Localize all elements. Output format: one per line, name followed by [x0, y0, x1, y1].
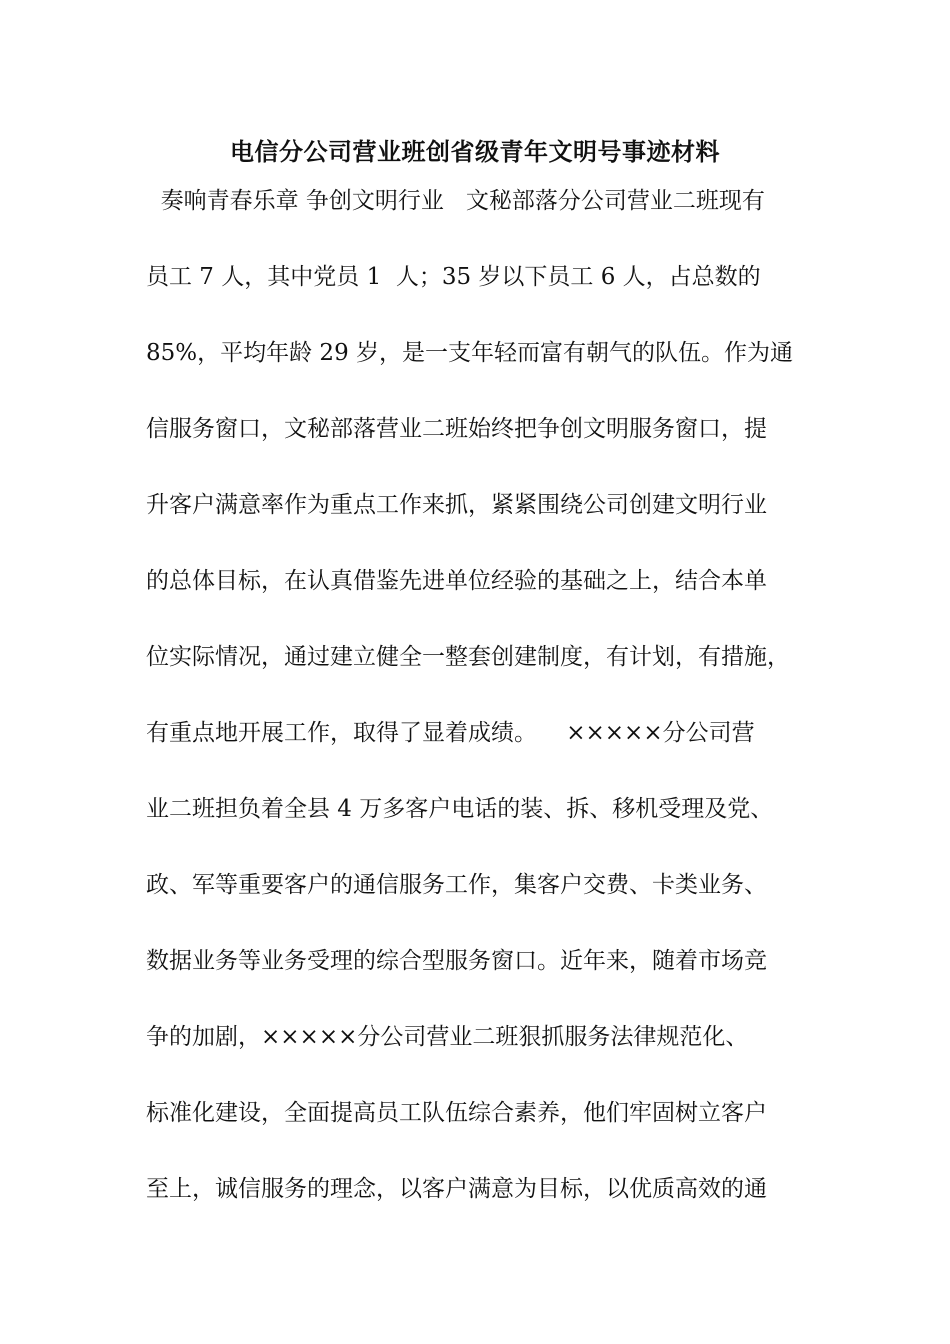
body-line: 有重点地开展工作，取得了显着成绩。 ×××××分公司营 — [146, 720, 755, 746]
body-line: 争的加剧，×××××分公司营业二班狠抓服务法律规范化、 — [146, 1024, 749, 1050]
body-line: 标准化建设，全面提高员工队伍综合素养，他们牢固树立客户 — [146, 1100, 767, 1126]
body-line: 位实际情况，通过建立健全一整套创建制度，有计划，有措施， — [146, 644, 790, 670]
body-line: 信服务窗口，文秘部落营业二班始终把争创文明服务窗口，提 — [146, 416, 767, 442]
body-line: 业二班担负着全县 4 万多客户电话的装、拆、移机受理及党、 — [146, 796, 774, 822]
document-title: 电信分公司营业班创省级青年文明号事迹材料 — [230, 138, 720, 166]
body-line: 升客户满意率作为重点工作来抓，紧紧围绕公司创建文明行业 — [146, 492, 767, 518]
body-line: 数据业务等业务受理的综合型服务窗口。近年来，随着市场竞 — [146, 948, 767, 974]
body-line: 员工 7 人，其中党员 1 人；35 岁以下员工 6 人，占总数的 — [146, 264, 761, 290]
body-line: 85%，平均年龄 29 岁，是一支年轻而富有朝气的队伍。作为通 — [146, 340, 794, 366]
body-line: 奏响青春乐章 争创文明行业 文秘部落分公司营业二班现有 — [146, 188, 765, 214]
body-line: 政、军等重要客户的通信服务工作，集客户交费、卡类业务、 — [146, 872, 767, 898]
body-line: 的总体目标，在认真借鉴先进单位经验的基础之上，结合本单 — [146, 568, 767, 594]
body-line: 至上，诚信服务的理念，以客户满意为目标，以优质高效的通 — [146, 1176, 767, 1202]
